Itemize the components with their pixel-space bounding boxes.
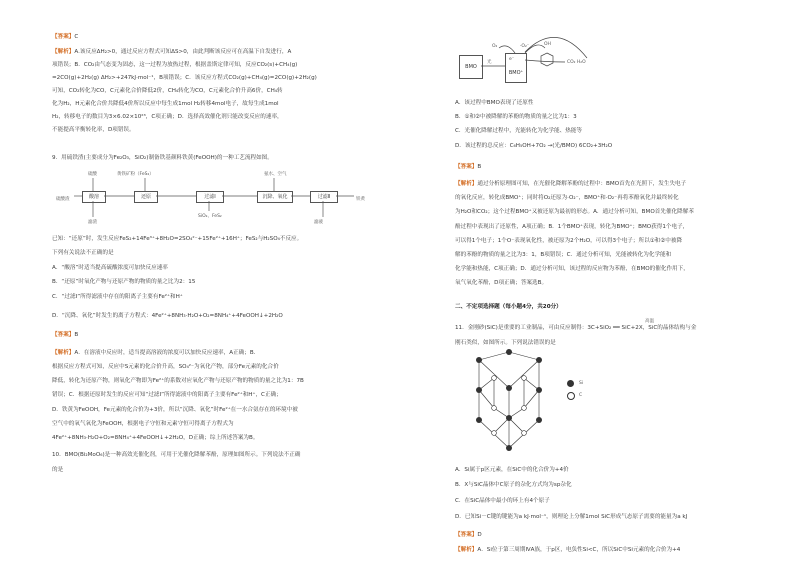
question-9-prompt: 下列有关说法不正确的是 — [52, 250, 114, 256]
section-title: 二、不定项选择题（每小题4分，共20分） — [455, 304, 562, 310]
answer-4: 【答案】D — [455, 532, 482, 538]
legend-si: Si — [579, 381, 584, 386]
explanation-3-line-6: 化学能和热能，C项正确；D．通过分析可知，该过程的反应物为苯酚，在BMO的催化作用下， — [455, 266, 689, 272]
question-11-stem-0: 11．金刚砂(SiC)是重要的工业制品，可由反应制得：3C+SiO₂ ══ SiC+2X，SiC的晶体结构与金 — [455, 325, 697, 331]
explanation-3-line-5: 解的苯酚的物质的量之比为3：1，B项错误；C．通过分析可知，光能被转化为化学能和 — [455, 252, 672, 258]
flow-top-label-1: 黄铁矿粉（FeS₂） — [117, 172, 154, 177]
question-9-option-a: A．“酸溶”时适当提高硫酸浓度可加快反应速率 — [52, 265, 168, 271]
answer-2: 【答案】B — [52, 332, 79, 338]
explanation-3-line-7: 氧气氧化苯酚，D项正确；答案选B。 — [455, 280, 548, 286]
question-11-option-c: C．在SiC晶体中最小的环上有4个原子 — [455, 498, 550, 504]
question-9-option-d: D．“沉降、氧化”时发生的离子方程式：4Fe²⁺+8NH₃·H₂O+O₂=8NH₄⁺+4FeOOH↓+2H₂O — [52, 313, 283, 319]
question-11-option-b: B．X与SiC晶体中C原子的杂化方式均为sp杂化 — [455, 482, 572, 488]
c-atom-icon — [567, 392, 575, 400]
explanation-2-line-2: 降低，转化为还原产物，则氧化产物即为Fe²⁺的系数对应氧化产物与还原产物的物质的量之比为1：7B — [52, 378, 304, 384]
flow-end: 铁黄 — [356, 197, 365, 202]
explanation-2-line-4: D．铁黄为FeOOH，Fe元素的化合价为+3价，所以“沉降、氧化”时Fe²⁺在一水合氨存在的环境中被 — [52, 407, 298, 413]
answer-3: 【答案】B — [455, 164, 482, 170]
question-11-condition: 高温 — [645, 319, 654, 324]
explanation-3-line-1: 的氧化反应，转化成BMO⁺；同时将O₂还原为·O₂⁻，BMO⁺和·O₂⁻再将苯酚氧化并最终转化 — [455, 195, 679, 201]
question-10-option-c: C．光催化降解过程中，光能转化为化学能、热能等 — [455, 128, 582, 134]
question-11-option-a: A．Si属于p区元素，在SiC中的化合价为+4价 — [455, 467, 569, 473]
explanation-1-line-3: 可知，CO₂转化为CO，C元素化合价降低2价，CH₄转化为CO，C元素化合价升高6价，CH₄转 — [52, 88, 283, 94]
electron-label: e⁻ — [509, 57, 515, 62]
flow-bottom-label-0: 滤渣 — [88, 220, 97, 225]
explanation-2-line-3: 错误；C．根据还原时发生的反应可知“过滤Ⅰ”所得滤液中的阳离子主要有Fe²⁺和H⁺，C正确； — [52, 392, 282, 398]
explanation-3-line-4: 可以得1个电子；1个O⁻表现氧化性，被还原为2个H₂O，可以得3个电子；所以①和②中被降 — [455, 238, 683, 244]
oxygen-label: O₂ — [492, 44, 498, 49]
explanation-3-line-3: 酚过程中表现出了还原性，A项正确；B．1个BMO⁺表现，转化为BMO⁺；BMO获得1个电子， — [455, 224, 689, 230]
question-9-option-c: C．“过滤Ⅰ”所得滤液中存在的阳离子主要有Fe²⁺和H⁺ — [52, 294, 183, 300]
flow-top-label-2: 氨水、空气 — [264, 172, 287, 177]
question-10-stem-1: 的是 — [52, 467, 64, 473]
bmo-plus-box: BMO⁺ — [505, 53, 527, 83]
light-label: 光 — [487, 60, 492, 65]
explanation-3-line-2: 为H₂O和CO₂；这个过程BMO⁺又被还原为最初的形态。A．通过分析可知，BMO首先催化降解苯 — [455, 209, 694, 215]
flow-box-0: 酸溶 — [82, 191, 106, 203]
flow-box-3: 沉降、氧化 — [257, 191, 293, 203]
flow-bottom-label-2: 滤液 — [314, 220, 323, 225]
sic-crystal-structure — [459, 348, 579, 458]
explanation-1-line-4: 化为H₂，H元素化合价共降低4价所以反应中每生成1mol H₂转移4mol电子，故每生成1mol — [52, 101, 279, 107]
question-9-stem: 9．用硫铁渣(主要成分为Fe₂O₃，SiO₂)制备铁基颜料铁黄(FeOOH)的一种工艺流程如图。 — [52, 155, 273, 161]
question-9-given: 已知：“还原”时，发生反应FeS₂+14Fe³⁺+8H₂O=2SO₄²⁻+15Fe²⁺+16H⁺；FeS₂与H₂SO₄不反应。 — [52, 236, 303, 242]
question-10-option-b: B．①和②中被降解的苯酚的物质的量之比为1：3 — [455, 114, 577, 120]
question-11-option-d: D．已知Si－C键的键能为a kJ·mol⁻¹，则理论上分解1mol SiC形成气态原子需要的能量为a kJ — [455, 514, 688, 520]
products-label: CO₂ H₂O — [567, 60, 586, 65]
answer-1: 【答案】C — [52, 34, 79, 40]
flow-arrows — [0, 0, 397, 240]
explanation-3-line-0: 【解析】通过分析原理图可知，在光催化降解苯酚的过程中：BMO首先在光照下，发生失电子 — [455, 181, 687, 187]
flow-box-2: 过滤Ⅰ — [196, 191, 224, 203]
explanation-2-line-1: 根据反应方程式可知，反应中S元素的化合价升高，SO₄²⁻为氧化产物，部分Fe元素的化合价 — [52, 364, 279, 370]
explanation-1-line-5: H₂，转移电子的数目为3×6.02×10²³，C项正确；D．选择高效催化剂只能改变反应的速率， — [52, 114, 283, 120]
explanation-4-line-0: 【解析】A．Si位于第三周期ⅣA族，于p区，电负性Si<C，所以SiC中Si元素的化合价为+4 — [455, 547, 681, 553]
explanation-2-line-5: 空气中的氧气氧化为FeOOH，根据电子守恒和元素守恒可得离子方程式为 — [52, 421, 234, 427]
superoxide-label: ·O₂⁻ — [520, 44, 530, 49]
flow-box-4: 过滤Ⅱ — [310, 191, 338, 203]
question-9-option-b: B．“还原”时氧化产物与还原产物的物质的量之比为2：15 — [52, 279, 196, 285]
explanation-1-line-0: 【解析】A.该反应ΔH₂>0，通过反应方程式可知ΔS>0，由此判断该反应可在高温下自发进行，A — [52, 49, 292, 55]
flow-top-label-0: 硫酸 — [88, 172, 97, 177]
question-10-option-a: A．该过程中BMO表现了还原性 — [455, 100, 534, 106]
question-10-option-d: D．该过程的总反应：C₆H₅OH+7O₂ →(光/BMO) 6CO₂+3H₂O — [455, 143, 613, 149]
explanation-2-line-0: 【解析】A．在溶液中反应时，适当提高溶液的浓度可以加快反应速率，A正确；B． — [52, 350, 260, 356]
question-10-stem-0: 10．BMO(Bi₂MoO₆)是一种高效光催化剂，可用于光催化降解苯酚，原理如图所示。下列说法不正确 — [52, 452, 301, 458]
oh-label: OH — [544, 42, 551, 47]
flow-box-1: 还原 — [134, 191, 158, 203]
explanation-1-line-1: 项错误；B．CO₂由气态变为固态，这一过程为放热过程，根据盖斯定律可知，反应CO₂(s)+CH₄(g) — [52, 62, 298, 68]
explanation-1-line-2: =2CO(g)+2H₂(g) ΔH₂>+247kJ·mol⁻¹，B项错误；C．该反应方程式CO₂(g)+CH₄(g)=2CO(g)+2H₂(g) — [52, 75, 317, 81]
phenol-ring-icon — [541, 53, 553, 66]
bmo-diagram-arrows — [397, 0, 617, 100]
legend-c: C — [579, 393, 583, 398]
explanation-2-line-6: 4Fe²⁺+8NH₃·H₂O+O₂=8NH₄⁺+4FeOOH↓+2H₂O，D正确；综上所述答案为B。 — [52, 435, 259, 441]
explanation-1-line-6: 不能提高平衡转化率，D项错误。 — [52, 127, 135, 133]
flow-bottom-label-1: SiO₂、FeS₂ — [198, 214, 222, 219]
flow-start: 硫酸渣 — [56, 197, 70, 202]
bmo-box: BMO — [459, 55, 483, 79]
si-atom-icon — [567, 380, 574, 387]
question-11-stem-1: 刚石类似，如图所示。下列说法错误的是 — [455, 340, 556, 346]
